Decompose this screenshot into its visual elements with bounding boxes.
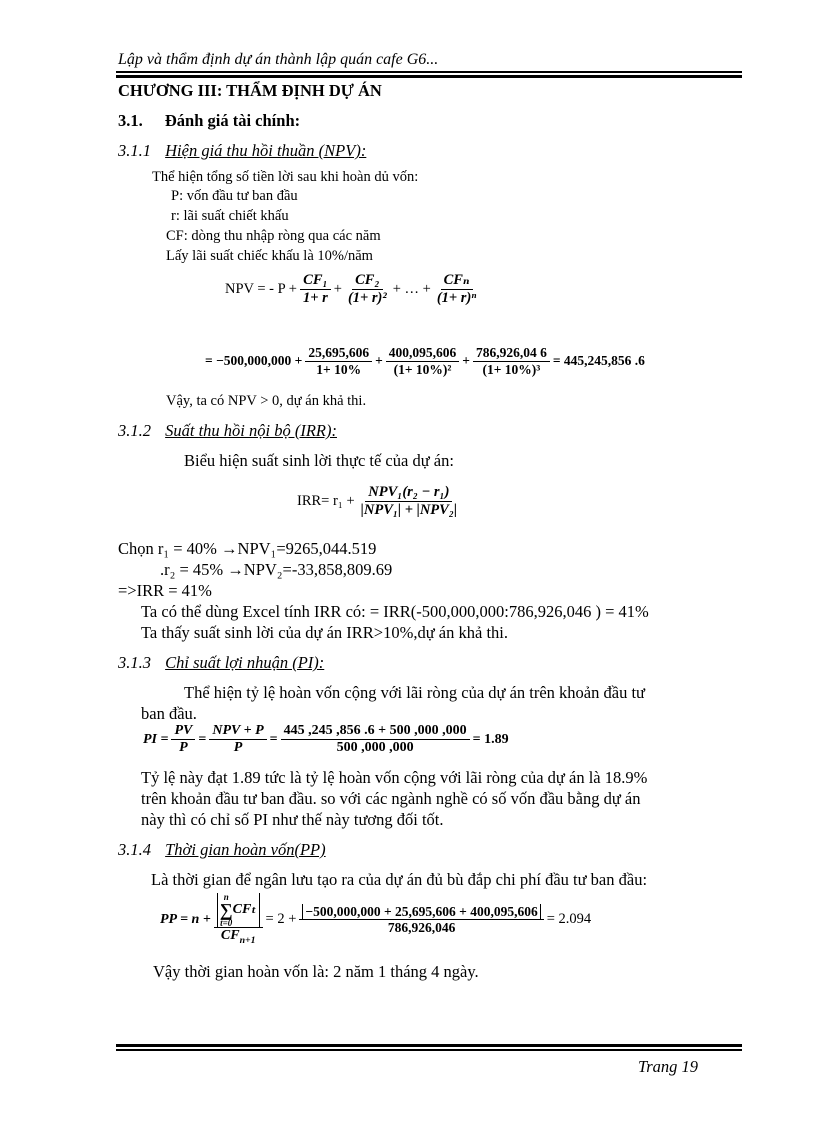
npv-line-1: Thể hiện tổng số tiền lời sau khi hoàn dủ vốn: [152,169,419,185]
irr-formula-lhs: IRR= r₁ + [297,493,355,510]
npv-calc-result: = 445,245,856 .6 [552,353,645,369]
pi-b-num: NPV + P [209,723,266,740]
pp-title: Thời gian hoàn vốn(PP) [165,840,326,859]
pp-den-sub: n+1 [239,934,256,946]
pp-number: 3.1.4 [118,840,151,859]
pp-formula [160,893,591,947]
pi-a-den: P [179,740,188,756]
npv-heading [118,141,366,161]
pi-intro-2: ban đầu. [141,704,197,723]
page-number: Trang 19 [638,1057,699,1076]
npv-number: 3.1.1 [118,141,151,160]
npv-line-4: CF: dòng thu nhập ròng qua các năm [166,228,381,244]
running-header: Lập và thẩm định dự án thành lập quán cafe G6... [118,51,439,68]
irr-number: 3.1.2 [118,421,151,440]
npv-formula: NPV = - P + $\frac{\text{CF₁}}{1+ r}$ + $\frac{\text{CF₂}}{\text{(1+ r)²}}$ + … + $\frac{\text{CFₙ}}{\text{(1+ r)ⁿ}}$ [225,272,482,307]
irr-intro: Biểu hiện suất sinh lời thực tế của dự án: [184,451,454,470]
pp-num2: −500,000,000 + 25,695,606 + 400,095,606 [302,904,540,919]
pp-den: CF [220,928,240,944]
sum-term: CFₜ [232,902,257,918]
pi-number: 3.1.3 [118,653,151,672]
npv-termn-num: CFₙ [441,272,473,290]
pi-intro-1: Thể hiện tỷ lệ hoàn vốn cộng với lãi ròng của dự án trên khoản đầu tư [184,683,645,702]
npv-calc-a-den: 1+ 10% [316,361,362,377]
npv-calc-c-den: (1+ 10%)³ [482,361,541,377]
npv-line-2: P: vốn đầu tư ban đầu [171,188,298,204]
pi-title: Chỉ suất lợi nhuận (PI): [165,653,325,672]
irr-formula-den: |NPV₁| + |NPV₂| [360,501,458,518]
sum-lower-limit: t=0 [220,917,233,928]
irr-formula-num: NPV₁(r₂ − r₁) [365,484,452,502]
pi-heading [118,653,324,673]
section-heading [118,111,300,131]
npv-calc-b-num: 400,095,606 [386,345,460,362]
pi-text-1: Tỷ lệ này đạt 1.89 tức là tỷ lệ hoàn vốn cộng với lãi ròng của dự án là 18.9% [141,768,648,787]
npv-line-3: r: lãi suất chiết khấu [171,208,289,224]
pp-mid: = 2 + [265,911,297,928]
pi-result: = 1.89 [472,731,509,747]
irr-formula [297,484,463,519]
npv-term1-num: CF₁ [300,272,330,290]
summation-symbol: ∑ [219,899,233,920]
header-rule-thin [116,71,742,73]
footer-rule-thick [116,1044,742,1047]
npv-term2-den: (1+ r)² [347,289,387,306]
header-rule-thick [116,75,742,78]
npv-line-5: Lấy lãi suất chiếc khấu là 10%/năm [166,248,373,264]
sum-upper-limit: n [223,892,229,902]
irr-title: Suất thu hồi nội bộ (IRR): [165,421,337,440]
npv-dots: + … + [392,281,431,298]
pi-text-3: này thì có chỉ số PI như thế này tương đối tốt. [141,810,444,829]
npv-formula-lhs: NPV = - P + [225,281,297,298]
section-number: 3.1. [118,111,143,130]
irr-line-1: Chọn r₁ = 40% →NPV₁=9265,044.519 [118,539,377,558]
pi-formula-lhs: PI = [143,731,169,747]
pp-intro: Là thời gian để ngân lưu tạo ra của dự án đủ bù đắp chi phí đầu tư ban đầu: [151,870,648,889]
npv-calc-c-num: 786,926,04 6 [473,345,550,362]
irr-line-5: Ta thấy suất sinh lời của dự án IRR>10%,dự án khả thi. [141,623,508,642]
npv-calc-a-num: 25,695,606 [305,345,372,362]
npv-title: Hiện giá thu hồi thuần (NPV): [165,141,367,160]
npv-calculation: = −500,000,000 + $\frac{25,695,606}{1+ 10\%}$ + $\frac{400,095,606}{\text{(1+ 10\%)²}}$ + $\frac{786,926,04 6}{\text{(1+ 10\%)³}}$ = 445,245,856 .6 [205,345,645,377]
pp-den2: 786,926,046 [387,920,456,936]
section-title: Đánh giá tài chính: [164,111,301,130]
pi-text-2: trên khoản đầu tư ban đầu. so với các ngành nghề có số vốn đầu bằng dự án [141,789,641,808]
irr-line-4: Ta có thể dùng Excel tính IRR có: = IRR(-500,000,000:786,926,046 ) = 41% [141,602,649,621]
npv-calc-lead: = −500,000,000 + [205,353,303,369]
pp-conclusion: Vậy thời gian hoàn vốn là: 2 năm 1 tháng 4 ngày. [153,962,479,981]
irr-line-3: =>IRR = 41% [118,581,212,600]
pp-heading [118,840,326,860]
npv-calc-b-den: (1+ 10%)² [393,361,452,377]
pi-c-num: 445 ,245 ,856 .6 + 500 ,000 ,000 [281,723,470,740]
irr-heading [118,421,337,441]
footer-rule-thin [116,1049,742,1051]
npv-term1-den: 1+ r [302,289,328,306]
chapter-title: CHƯƠNG III: THẨM ĐỊNH DỰ ÁN [118,81,382,100]
pp-formula-lhs: PP = n + [160,911,211,927]
pi-c-den: 500 ,000 ,000 [336,740,414,756]
pi-b-den: P [233,740,243,756]
npv-termn-den: (1+ r)ⁿ [436,289,477,306]
irr-line-2: .r₂ = 45% →NPV₂=-33,858,809.69 [160,560,393,579]
npv-conclusion: Vậy, ta có NPV > 0, dự án khả thi. [166,393,367,409]
pi-formula: PI = $\frac{PV}{P}$ = $\frac{\text{NPV + P}}{P}$ = $\frac{445 ,245 ,856 .6 + 500 ,000 ,000}{500 ,000 ,000}$ = 1.89 [143,723,509,756]
npv-term2-num: CF₂ [352,272,382,290]
pp-result: = 2.094 [546,911,592,928]
pi-a-num: PV [171,723,195,740]
